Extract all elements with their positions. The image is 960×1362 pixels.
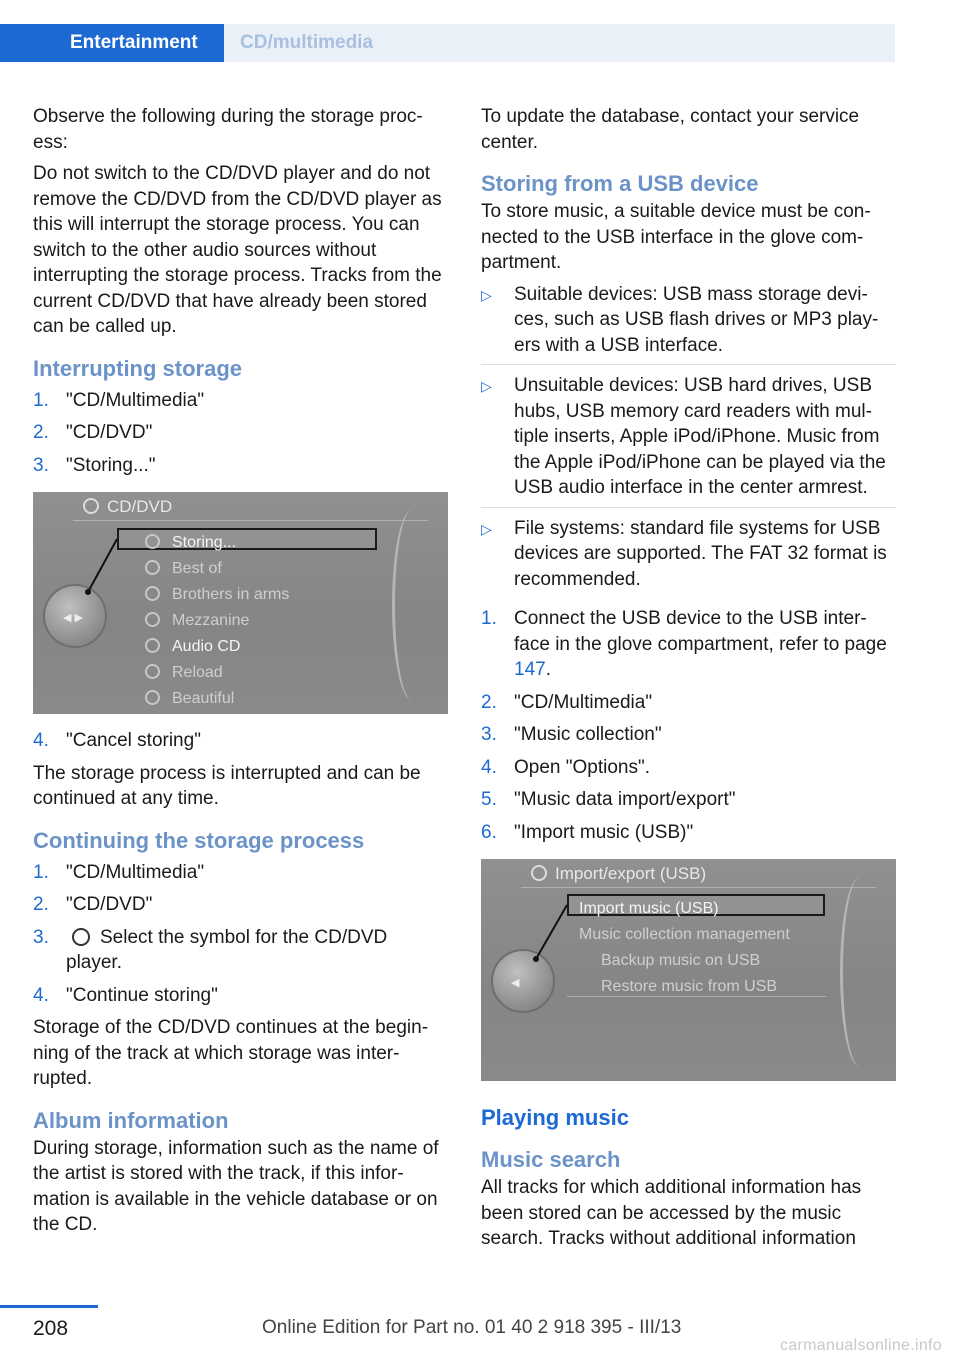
menu-item: Reload — [145, 660, 223, 686]
menu-item: Mezzanine — [145, 608, 249, 634]
import-export-screen-image — [481, 859, 896, 1081]
list-item: ▷ Suitable devices: USB mass storage devices, such as USB flash drives or MP3 players with a USB interface. — [481, 282, 896, 366]
leader-line — [33, 492, 448, 714]
list-item: 2. "CD/DVD" — [33, 422, 153, 443]
paragraph: To store music, a suitable device must be connected to the USB interface in the glove compartment. — [481, 201, 871, 273]
heading-music-search: Music search — [481, 1147, 621, 1172]
list-item: 3. "Music collection" — [481, 724, 662, 745]
usb-steps — [481, 606, 896, 845]
disc-icon — [72, 928, 90, 946]
list-item: 4. "Cancel storing" — [33, 730, 201, 751]
edition-text: Online Edition for Part no. 01 40 2 918 395 - III/13 — [262, 1317, 682, 1338]
heading-album-information: Album information — [33, 1107, 229, 1133]
paragraph: To update the database, contact your service center. — [481, 106, 860, 153]
list-item: 1. Connect the USB device to the USB interface in the glove compartment, refer to page 147. — [481, 608, 887, 680]
paragraph: Observe the following during the storage process: — [33, 106, 423, 153]
cd-dvd-screen-image — [33, 492, 448, 714]
menu-item: Music collection management — [579, 926, 790, 943]
tab-cd-multimedia[interactable]: CD/multimedia — [224, 24, 895, 62]
paragraph: During storage, information such as the name of the artist is stored with the track, if this information is available in the vehicle database or on the CD. — [33, 1137, 439, 1235]
list-item: 1. "CD/Multimedia" — [33, 389, 205, 411]
heading-storing-usb: Storing from a USB device — [481, 171, 759, 196]
triangle-bullet-icon: ▷ — [481, 378, 492, 394]
menu-item: Restore music from USB — [601, 978, 778, 995]
watermark: carmanualsonline.info — [780, 1337, 942, 1354]
usb-bullets — [481, 282, 896, 599]
triangle-bullet-icon: ▷ — [481, 520, 492, 537]
paragraph: Storage of the CD/DVD continues at the beginning of the track at which storage was interrupted. — [33, 1017, 429, 1089]
menu-item-import-music: Import music (USB) — [579, 900, 719, 917]
menu-item: Audio CD — [145, 634, 240, 660]
list-item: 3. Select the symbol for the CD/DVD player. — [33, 926, 388, 973]
screen-title: Import/export (USB) — [531, 861, 706, 887]
list-item: 3. "Storing..." — [33, 454, 156, 476]
leader-line — [481, 859, 896, 1081]
heading-interrupting-storage: Interrupting storage — [33, 355, 243, 381]
heading-continuing-storage: Continuing the storage process — [33, 827, 365, 853]
list-item: ▷ File systems: standard file systems for USB devices are supported. The FAT 32 format is recommended. — [481, 517, 887, 590]
controller-knob-icon: ◀ — [491, 949, 555, 1013]
footer-accent-bar — [0, 1305, 98, 1308]
list-item: 5. "Music data import/export" — [481, 789, 736, 810]
paragraph: Do not switch to the CD/DVD player and do not remove the CD/DVD from the CD/DVD player as this will interrupt the storage process. You can switch to the other audio sources without interrupting the storage process. Tracks from the current CD/DVD that have already been stored can be called up. — [33, 163, 442, 337]
triangle-bullet-icon: ▷ — [481, 286, 492, 303]
list-item: 6. "Import music (USB)" — [481, 821, 694, 843]
list-item: 1. "CD/Multimedia" — [33, 861, 205, 883]
tab-entertainment[interactable]: Entertainment — [0, 24, 224, 62]
continue-steps — [33, 860, 448, 1009]
screen-title: CD/DVD — [83, 494, 172, 520]
menu-item: Backup music on USB — [601, 952, 761, 969]
menu-item: Brothers in arms — [145, 582, 289, 608]
menu-item: Beautiful — [145, 686, 234, 712]
controller-knob-icon: ◀ ▶ — [43, 584, 107, 648]
page-number: 208 — [33, 1317, 69, 1340]
list-item: 2. "CD/Multimedia" — [481, 691, 653, 713]
interrupt-step-4 — [33, 728, 448, 754]
list-item: 4. Open "Options". — [481, 756, 651, 778]
paragraph: All tracks for which additional information has been stored can be accessed by the music search. Tracks without additional information — [481, 1177, 862, 1249]
right-column — [481, 104, 896, 1258]
left-column — [33, 104, 448, 1244]
page-link[interactable]: 147 — [514, 659, 546, 680]
menu-item: Best of — [145, 556, 222, 582]
header-tabs — [0, 24, 895, 62]
list-item: 4. "Continue storing" — [33, 984, 218, 1006]
list-item: 2. "CD/DVD" — [33, 894, 153, 915]
paragraph: The storage process is interrupted and can be continued at any time. — [33, 762, 421, 809]
menu-item-storing: Storing... — [145, 530, 236, 556]
interrupt-steps — [33, 388, 448, 479]
heading-playing-music: Playing music — [481, 1105, 629, 1130]
list-item: ▷ Unsuitable devices: USB hard drives, USB hubs, USB memory card readers with multiple inserts, Apple iPod/iPhone. Music from the Apple iPod/iPhone can be played via the USB audio interface in the center armrest. — [481, 373, 896, 508]
